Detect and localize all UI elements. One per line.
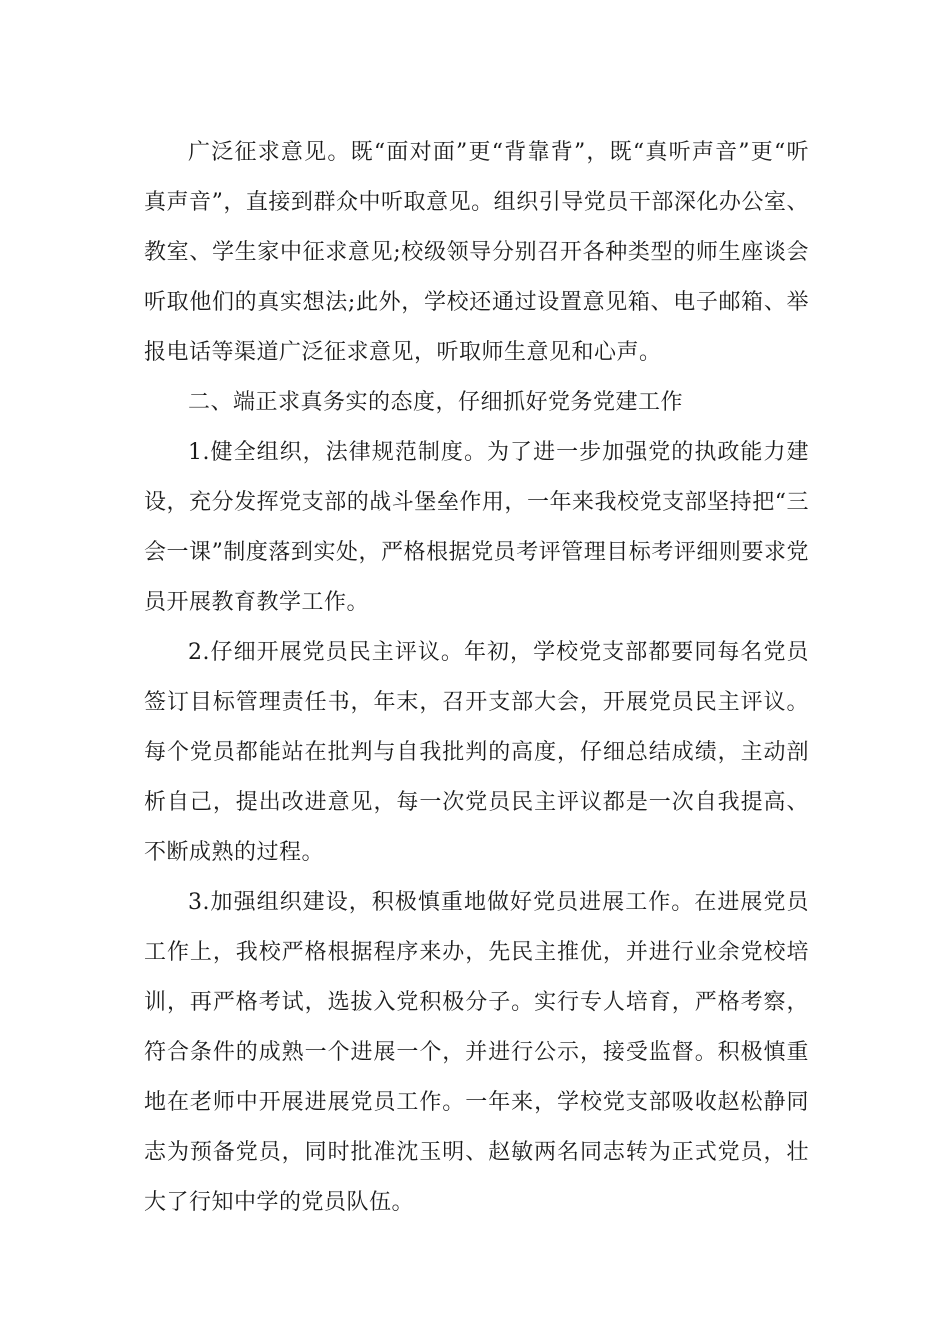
paragraph-item-1: 1.健全组织，法律规范制度。为了进一步加强党的执政能力建设，充分发挥党支部的战斗堡垒作用，一年来我校党支部坚持把“三会一课”制度落到实处，严格根据党员考评管理目标考评细则要求党员开展教育教学工作。 [144, 440, 809, 615]
paragraph-item-2: 2.仔细开展党员民主评议。年初，学校党支部都要同每名党员签订目标管理责任书，年末，召开支部大会，开展党员民主评议。每个党员都能站在批判与自我批判的高度，仔细总结成绩，主动剖析自己，提出改进意见，每一次党员民主评议都是一次自我提高、不断成熟的过程。 [144, 640, 809, 865]
document-body [144, 128, 809, 1228]
paragraph-item-3: 3.加强组织建设，积极慎重地做好党员进展工作。在进展党员工作上，我校严格根据程序来办，先民主推优，并进行业余党校培训，再严格考试，选拔入党积极分子。实行专人培育，严格考察，符合条件的成熟一个进展一个，并进行公示，接受监督。积极慎重地在老师中开展进展党员工作。一年来，学校党支部吸收赵松静同志为预备党员，同时批准沈玉明、赵敏两名同志转为正式党员，壮大了行知中学的党员队伍。 [144, 890, 809, 1215]
section-heading-two: 二、端正求真务实的态度，仔细抓好党务党建工作 [188, 390, 684, 415]
paragraph-solicit-opinions: 广泛征求意见。既“面对面”更“背靠背”，既“真听声音”更“听真声音”，直接到群众中听取意见。组织引导党员干部深化办公室、教室、学生家中征求意见;校级领导分别召开各种类型的师生座谈会听取他们的真实想法;此外，学校还通过设置意见箱、电子邮箱、举报电话等渠道广泛征求意见，听取师生意见和心声。 [144, 140, 809, 365]
